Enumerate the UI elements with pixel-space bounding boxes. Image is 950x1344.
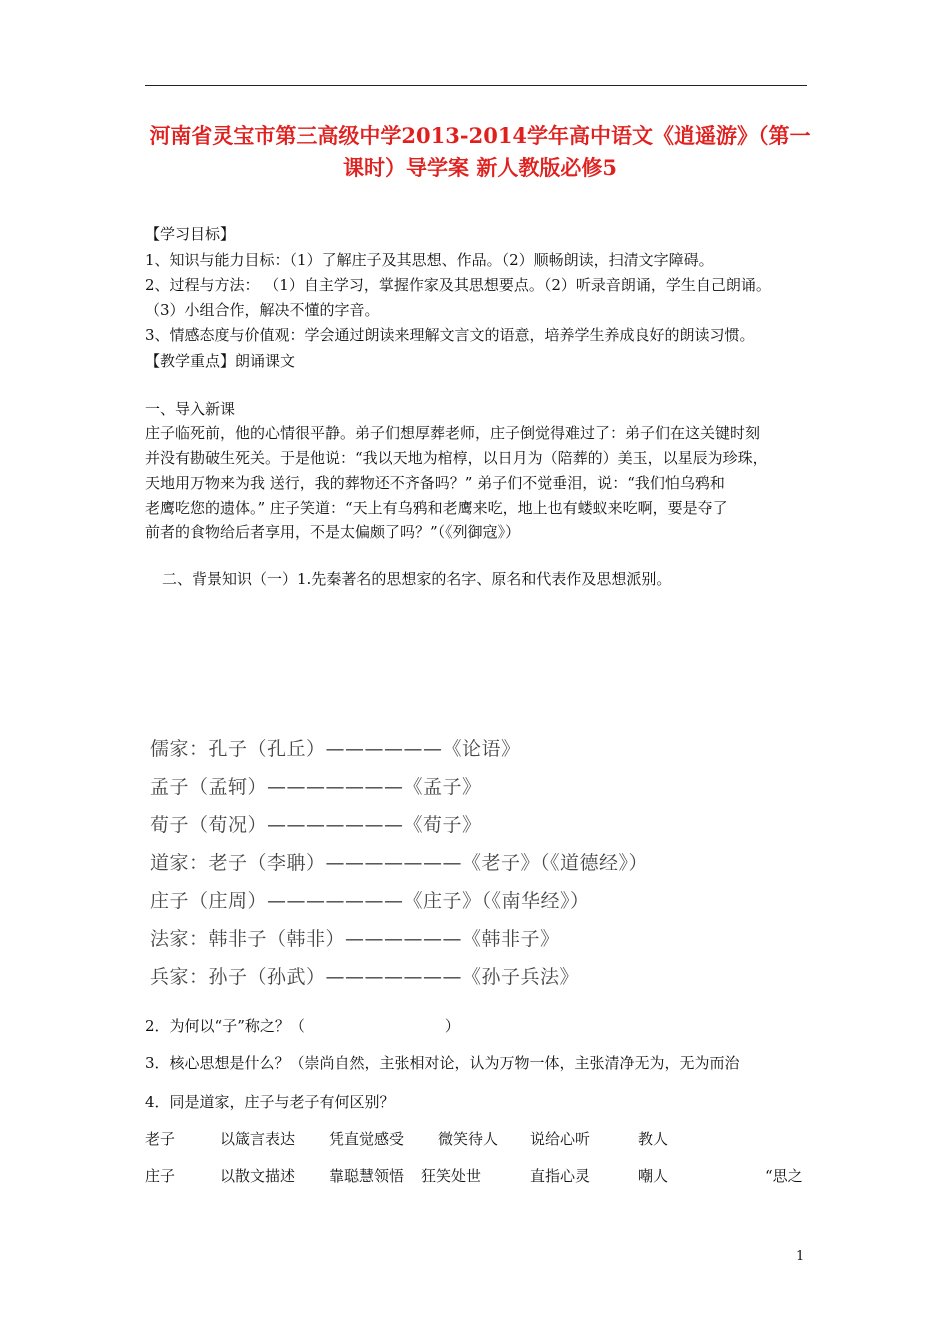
table-cell: 狂笑处世: [421, 1167, 482, 1185]
table-cell: 说给心听: [530, 1130, 591, 1148]
table-cell: 以散文描述: [220, 1167, 296, 1185]
school-line: 法家：韩非子（韩非）——————《韩非子》: [150, 928, 560, 950]
question-2-close: ）: [444, 1017, 460, 1035]
objective-1: 1、知识与能力目标：（1）了解庄子及其思想、作品。（2）顺畅朗读，扫清文字障碍。: [145, 251, 714, 269]
question-3: 3．核心思想是什么？（崇尚自然，主张相对论，认为万物一体，主张清净无为，无为而治: [145, 1054, 740, 1072]
objective-2a: 2、过程与方法： （1）自主学习，掌握作家及其思想要点。（2）听录音朗诵，学生自己朗诵。: [145, 276, 771, 294]
intro-paragraph-line-5: 前者的食物给后者享用，不是太偏颇了吗？”（《列御寇》）: [145, 523, 521, 541]
table-cell: 微笑待人: [438, 1130, 499, 1148]
title-line-2: 课时）导学案 新人教版必修5: [343, 155, 617, 180]
table-cell: “思之: [765, 1167, 803, 1185]
school-line: 兵家：孙子（孙武）———————《孙子兵法》: [150, 966, 580, 988]
table-cell: 嘲人: [638, 1167, 669, 1185]
laozi-row: [145, 1128, 825, 1152]
page-number: 1: [796, 1249, 805, 1264]
zhuangzi-row: [145, 1165, 825, 1189]
objectives-header: 【学习目标】: [145, 225, 236, 243]
intro-header: 一、导入新课: [145, 400, 236, 418]
document-title: [140, 120, 820, 184]
intro-paragraph-line-2: 并没有勘破生死关。于是他说：“我以天地为棺椁，以日月为（陪葬的）美玉，以星辰为珍珠，: [145, 449, 768, 467]
table-cell: 凭直觉感受: [329, 1130, 405, 1148]
intro-paragraph-line-3: 天地用万物来为我 送行，我的葬物还不齐备吗？” 弟子们不觉垂泪，说：“我们怕乌鸦和: [145, 474, 725, 492]
objective-3: 3、情感态度与价值观：学会通过朗读来理解文言文的语意，培养学生养成良好的朗读习惯。: [145, 326, 755, 344]
teaching-focus: 【教学重点】朗诵课文: [145, 352, 296, 370]
question-4: 4．同是道家，庄子与老子有何区别？: [145, 1093, 395, 1111]
table-cell: 教人: [638, 1130, 669, 1148]
question-2: [145, 1015, 460, 1036]
header-rule: [145, 85, 807, 86]
school-line: 道家：老子（李聃）———————《老子》（《道德经》）: [150, 852, 649, 874]
table-cell: 靠聪慧领悟: [329, 1167, 405, 1185]
school-line: 庄子（庄周）———————《庄子》（《南华经》）: [150, 890, 590, 912]
intro-paragraph-line-1: 庄子临死前，他的心情很平静。弟子们想厚葬老师，庄子倒觉得难过了：弟子们在这关键时刻: [145, 424, 761, 442]
school-line: 荀子（荀况）———————《荀子》: [150, 814, 482, 836]
objective-2b: （3）小组合作，解决不懂的字音。: [145, 301, 380, 319]
background-header: 二、背景知识（一）1.先秦著名的思想家的名字、原名和代表作及思想派别。: [162, 570, 672, 588]
school-line: 儒家：孔子（孔丘）——————《论语》: [150, 738, 521, 760]
table-cell: 庄子: [145, 1167, 176, 1185]
title-line-1: 河南省灵宝市第三高级中学2013-2014学年高中语文《逍遥游》（第一: [149, 123, 811, 148]
table-cell: 老子: [145, 1130, 176, 1148]
question-2-text: 2．为何以“子”称之？（: [145, 1017, 305, 1035]
intro-paragraph-line-4: 老鹰吃您的遗体。” 庄子笑道：“天上有乌鸦和老鹰来吃，地上也有蝼蚁来吃啊，要是夺了: [145, 499, 728, 517]
table-cell: 以箴言表达: [220, 1130, 296, 1148]
table-cell: 直指心灵: [530, 1167, 591, 1185]
school-line: 孟子（孟轲）———————《孟子》: [150, 776, 482, 798]
